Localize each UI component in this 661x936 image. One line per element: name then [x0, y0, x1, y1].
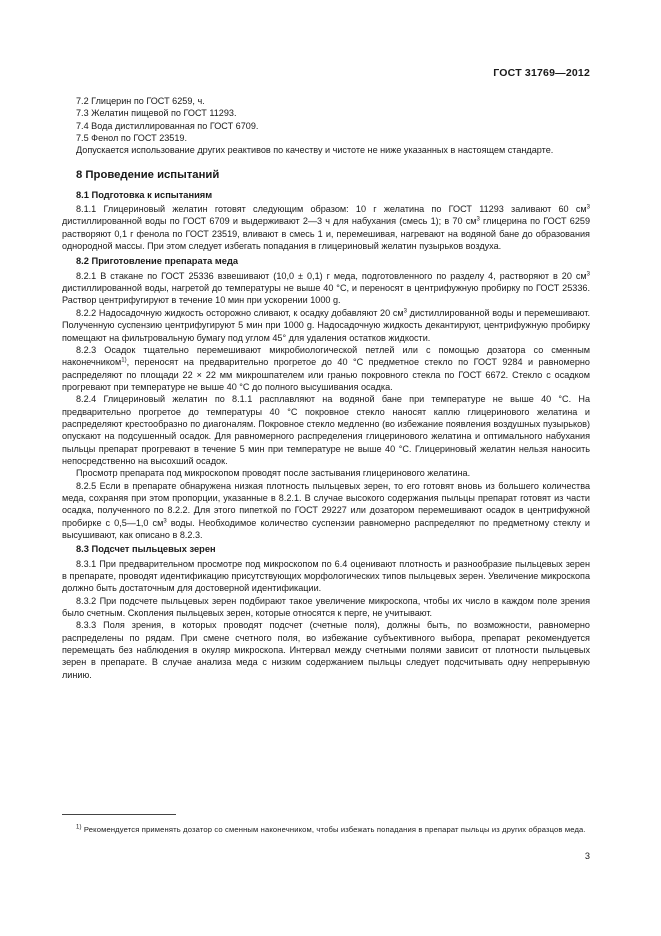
section-8-title: 8 Проведение испытаний	[76, 168, 220, 181]
document-body	[62, 95, 590, 681]
text-run: дистиллированной воды по ГОСТ 6709 и выдерживают 2—3 ч для набухания (смесь 1); в 70 см	[62, 216, 477, 227]
footnote-text: Рекомендуется применять дозатор со сменным наконечником, чтобы избежать попадания в препарат пыльцы из других образцов меда.	[81, 824, 586, 834]
text-run: дистиллированной воды, нагретой до температуры не выше 40 °С, и переносят в центрифужную пробирку по ГОСТ 25336. Раствор центрифугируют в течение 10 мин при ускорении 1000 g.	[62, 283, 590, 306]
text-run: 8.2.2 Надосадочную жидкость осторожно сливают, к осадку добавляют 20 см	[76, 307, 404, 318]
section-8-2-title: 8.2 Приготовление препарата меда	[76, 256, 239, 267]
superscript: 3	[586, 204, 590, 211]
paragraph-8-2-3	[62, 344, 590, 393]
footnote-ref: 1)	[121, 357, 127, 364]
superscript: 3	[403, 308, 407, 315]
reagents-paragraph: Допускается использование других реактивов по качеству и чистоте не ниже указанных в настоящем стандарте.	[76, 145, 554, 156]
superscript: 3	[476, 216, 480, 223]
text-run: , переносят на предварительно прогретое до 40 °С предметное стекло по ГОСТ 9284 и равномерно распределяют по площади 22 × 22 мм микрошпателем или гранью покровного стекла по ГОСТ 6672. Стекло с осадком прогревают при температуре не выше 40 °С до полного высушивания осадка.	[62, 357, 590, 392]
text-run: 8.2.1 В стакане по ГОСТ 25336 взвешивают (10,0 ± 0,1) г меда, подготовленного по разделу 4, растворяют в 20 см	[76, 270, 587, 281]
superscript: 3	[163, 518, 167, 525]
footnote-divider	[62, 814, 176, 815]
footnote	[62, 825, 590, 835]
list-item: 7.3 Желатин пищевой по ГОСТ 11293.	[76, 108, 237, 119]
text-run: 8.2.3 Осадок тщательно перемешивают микробиологической петлей или с помощью дозатора со сменным наконечником	[62, 344, 590, 368]
list-item: 7.2 Глицерин по ГОСТ 6259, ч.	[76, 96, 205, 106]
paragraph-8-3-3: 8.3.3 Поля зрения, в которых проводят подсчет (счетные поля), должны быть, по возможности, равномерно распределены по рядам. При смене счетного поля, во избежание субъективного выбора, препарат рекомендуется перемещать без наблюдения в окуляр микроскопа. Интервал между счетными полями зависит от плотности пыльцевых зерен в препарате. В случае анализа меда с низким содержанием пыльцы следует подсчитывать одну непрерывную линию.	[62, 620, 590, 680]
paragraph-8-2-4: 8.2.4 Глицериновый желатин по 8.1.1 расплавляют на водяной бане при температуре не выше 40 °С. На предварительно прогретое до температуры 40 °С покровное стекло наносят каплю глицеринового желатина и распределяют крестообразно по диагоналям. Покровное стекло медленно (во избежание появления воздушных пузырьков) опускают на подсушенный осадок. Для равномерного распределения глицеринового желатина и оптимального набухания пыльцы препарат прогревают в течение 5 мин при температуре не выше 40 °С. Глицериновый желатин нельзя наносить непосредственно на высохший осадок.	[62, 394, 590, 466]
text-run: глицерина по ГОСТ 6259 растворяют 0,1 г фенола по ГОСТ 23519, вливают в смесь 1 и, перемешивая, нагревают на водяной бане до образования однородной массы. При этом следует избегать попадания в глицериновый желатин пузырьков воздуха.	[62, 216, 590, 252]
page-number: 3	[584, 851, 590, 861]
text-run: воды. Необходимое количество суспензии равномерно распределяют по предметному стеклу и высушивают, как описано в 8.2.3.	[62, 517, 591, 540]
paragraph-8-2-5	[62, 480, 590, 542]
paragraph-8-3-1: 8.3.1 При предварительном просмотре под микроскопом по 6.4 оценивают плотность и разнообразие пыльцевых зерен в препарате, проводят идентификацию присутствующих морфологических типов пыльцевых зерен. Увеличение микроскопа должно быть достаточным для достоверной идентификации.	[62, 558, 590, 594]
paragraph-8-2-1	[62, 270, 590, 307]
text-run: 8.2.5 Если в препарате обнаружена низкая плотность пыльцевых зерен, то его готовят вновь из большего количества меда, сохраняя при этом пропорции, указанные в 8.2.1. В случае высокого содержания пыльцы препарат готовят из части осадка, полученного по 8.2.2. Для этого пипеткой по ГОСТ 29227 или дозатором перемешивают осадок в центрифужной пробирке с 0,5—1,0 см	[62, 480, 590, 528]
text-run: дистиллированной воды и перемешивают. Полученную суспензию центрифугируют 5 мин при 1000 g. Надосадочную жидкость декантируют, центрифужную пробирку помещают на фильтровальную бумагу под углом 45° для удаления остатков жидкости.	[62, 307, 590, 343]
text-run: 8.1.1 Глицериновый желатин готовят следующим образом: 10 г желатина по ГОСТ 11293 заливают 60 см	[76, 204, 587, 215]
paragraph-8-2-2	[62, 307, 590, 344]
section-8-3-title: 8.3 Подсчет пыльцевых зерен	[76, 544, 216, 555]
section-8-1-title: 8.1 Подготовка к испытаниям	[76, 189, 213, 200]
footnote-mark: 1)	[76, 824, 82, 831]
paragraph-8-1-1	[62, 203, 590, 252]
paragraph-8-3-2: 8.3.2 При подсчете пыльцевых зерен подбирают такое увеличение микроскопа, чтобы их число в каждом поле зрения было счетным. Скопления пыльцевых зерен, которые относятся к перге, не учитывают.	[62, 595, 590, 619]
list-item: 7.5 Фенол по ГОСТ 23519.	[76, 133, 188, 144]
microscope-paragraph: Просмотр препарата под микроскопом проводят после застывания глицеринового желатина.	[76, 468, 471, 479]
list-item: 7.4 Вода дистиллированная по ГОСТ 6709.	[76, 120, 259, 131]
superscript: 3	[586, 271, 590, 278]
standard-number-header: ГОСТ 31769—2012	[493, 67, 590, 79]
